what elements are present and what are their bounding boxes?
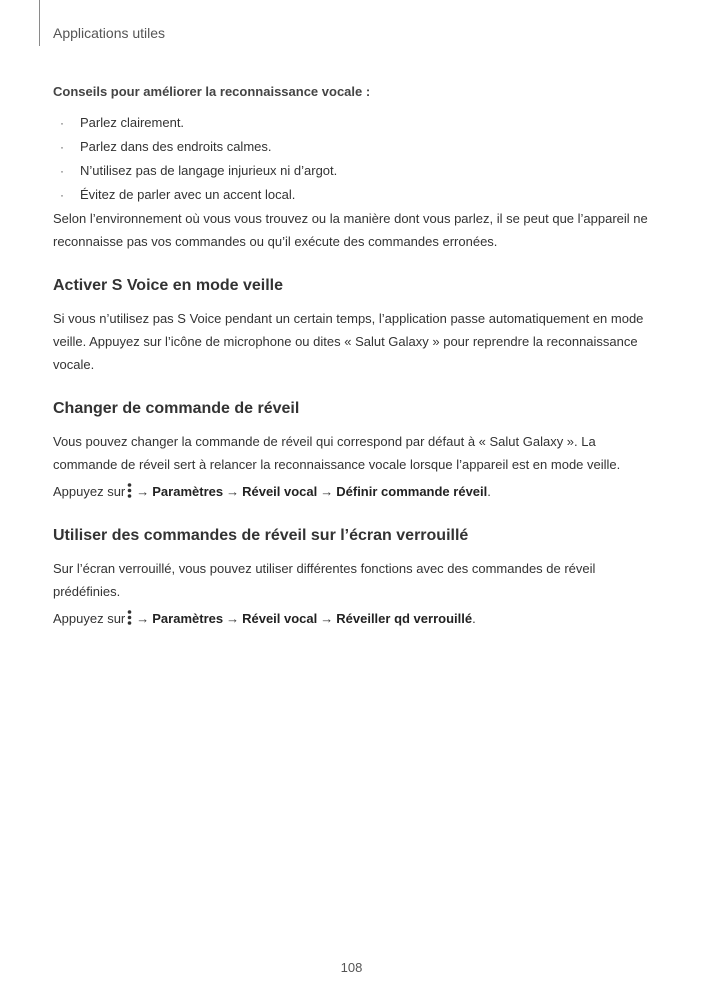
more-options-icon [127, 610, 132, 625]
bullet-icon: · [60, 116, 64, 130]
tip-text: Parlez clairement. [80, 115, 185, 130]
menu-step-set-wake-command: Définir commande réveil [336, 484, 488, 499]
tap-prefix: Appuyez sur [53, 484, 126, 499]
bullet-icon: · [60, 164, 64, 178]
list-item [53, 159, 653, 183]
tip-text: Évitez de parler avec un accent local. [80, 187, 296, 202]
page-number: 108 [340, 960, 363, 975]
arrow-icon: → [320, 484, 334, 499]
tap-instruction [53, 607, 653, 630]
bullet-icon: · [60, 140, 64, 154]
section-title: Changer de commande de réveil [53, 400, 300, 417]
list-item [53, 183, 653, 207]
tips-note: Selon l’environnement où vous vous trouvez ou la manière dont vous parlez, il se peut que l’appareil ne reconnaisse pas vos commandes ou qu’il exécute des commandes erronées. [53, 211, 648, 249]
header-title: Applications utiles [53, 25, 166, 41]
list-item [53, 135, 653, 159]
menu-step-settings: Paramètres [152, 611, 224, 626]
arrow-icon: → [226, 484, 240, 499]
arrow-icon: → [136, 611, 150, 626]
more-options-icon [127, 483, 132, 498]
section-title: Utiliser des commandes de réveil sur l’écran verrouillé [53, 527, 469, 544]
section-locked-screen [53, 525, 653, 630]
arrow-icon: → [320, 611, 334, 626]
menu-step-settings: Paramètres [152, 484, 224, 499]
tap-instruction [53, 480, 653, 503]
bullet-icon: · [60, 188, 64, 202]
section-body: Sur l’écran verrouillé, vous pouvez utiliser différentes fonctions avec des commandes de réveil prédéfinies. [53, 561, 596, 599]
section-title: Activer S Voice en mode veille [53, 277, 284, 294]
tip-text: Parlez dans des endroits calmes. [80, 139, 272, 154]
tip-text: N’utilisez pas de langage injurieux ni d’argot. [80, 163, 338, 178]
tap-prefix: Appuyez sur [53, 611, 126, 626]
menu-step-wake-when-locked: Réveiller qd verrouillé [336, 611, 473, 626]
sentence-end: . [472, 611, 476, 626]
section-body: Si vous n’utilisez pas S Voice pendant un certain temps, l’application passe automatiquement en mode veille. Appuyez sur l’icône de microphone ou dites « Salut Galaxy » pour reprendre la reconnaissance vocale. [53, 311, 644, 372]
arrow-icon: → [136, 484, 150, 499]
sentence-end: . [487, 484, 491, 499]
list-item [53, 111, 653, 135]
section-sleep-mode [53, 275, 653, 376]
section-body: Vous pouvez changer la commande de réveil qui correspond par défaut à « Salut Galaxy ». La commande de réveil sert à relancer la reconnaissance vocale lorsque l’appareil est en mode veille. [53, 434, 621, 472]
header-rule [39, 0, 40, 46]
section-wake-command [53, 398, 653, 503]
page-content [53, 84, 653, 630]
menu-step-voice-wakeup: Réveil vocal [242, 484, 318, 499]
tips-heading: Conseils pour améliorer la reconnaissance vocale : [53, 84, 371, 99]
tips-list [53, 111, 653, 207]
arrow-icon: → [226, 611, 240, 626]
menu-step-voice-wakeup: Réveil vocal [242, 611, 318, 626]
